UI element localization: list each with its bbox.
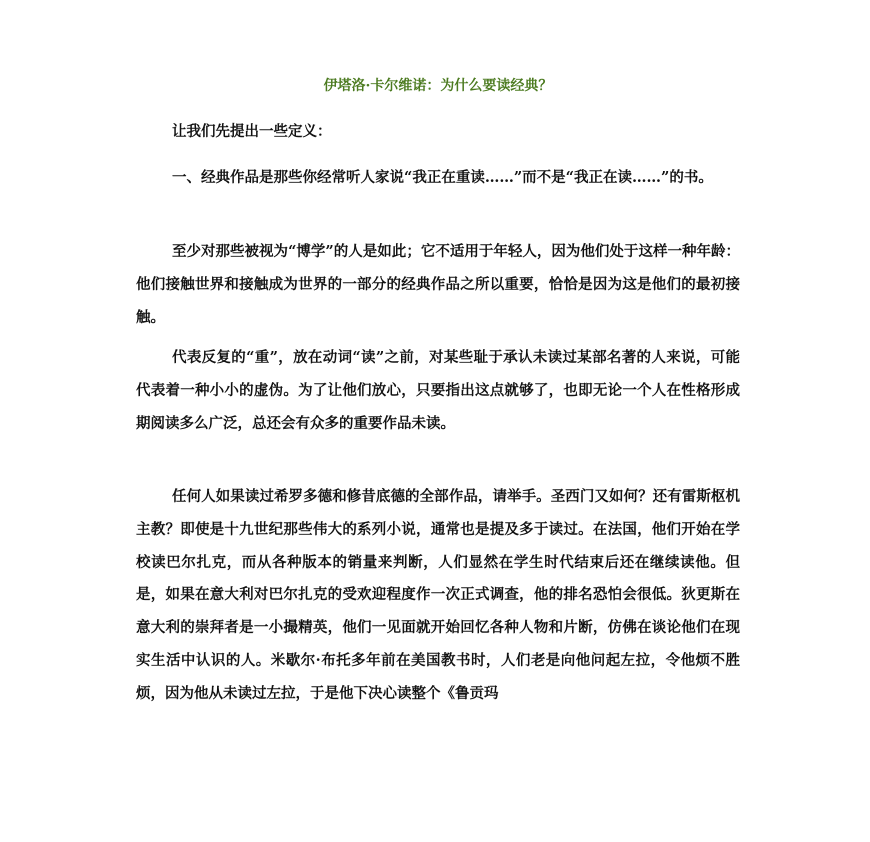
paragraph-rereading: 代表反复的“重”，放在动词“读”之前，对某些耻于承认未读过某部名著的人来说，可能代表着一种小小的虚伪。为了让他们放心，只要指出这点就够了，也即无论一个人在性格形成期阅读多么广泛，总还会有众多的重要作品未读。 [136,349,740,432]
paragraph-examples: 任何人如果读过希罗多德和修昔底德的全部作品，请举手。圣西门又如何？还有雷斯枢机主教？即使是十九世纪那些伟大的系列小说，通常也是提及多于读过。在法国，他们开始在学校读巴尔扎克，而从各种版本的销量来判断，人们显然在学生时代结束后还在继续读他。但是，如果在意大利对巴尔扎克的受欢迎程度作一次正式调查，他的排名恐怕会很低。狄更斯在意大利的崇拜者是一小撮精英，他们一见面就开始回忆各种人物和片断，仿佛在谈论他们在现实生活中认识的人。米歇尔·布托多年前在美国教书时，人们老是向他问起左拉，令他烦不胜烦，因为他从未读过左拉，于是他下决心读整个《鲁贡玛 [136,488,740,702]
document-title: 伊塔洛·卡尔维诺：为什么要读经典？ [323,78,553,94]
paragraph-intro: 让我们先提出一些定义： [172,123,332,140]
paragraph-erudite: 至少对那些被视为“博学”的人是如此；它不适用于年轻人，因为他们处于这样一种年龄：他们接触世界和接触成为世界的一部分的经典作品之所以重要，恰恰是因为这是他们的最初接触。 [136,243,740,326]
paragraph-definition-1: 一、经典作品是那些你经常听人家说“我正在重读……”而不是“我正在读……”的书。 [172,169,713,186]
